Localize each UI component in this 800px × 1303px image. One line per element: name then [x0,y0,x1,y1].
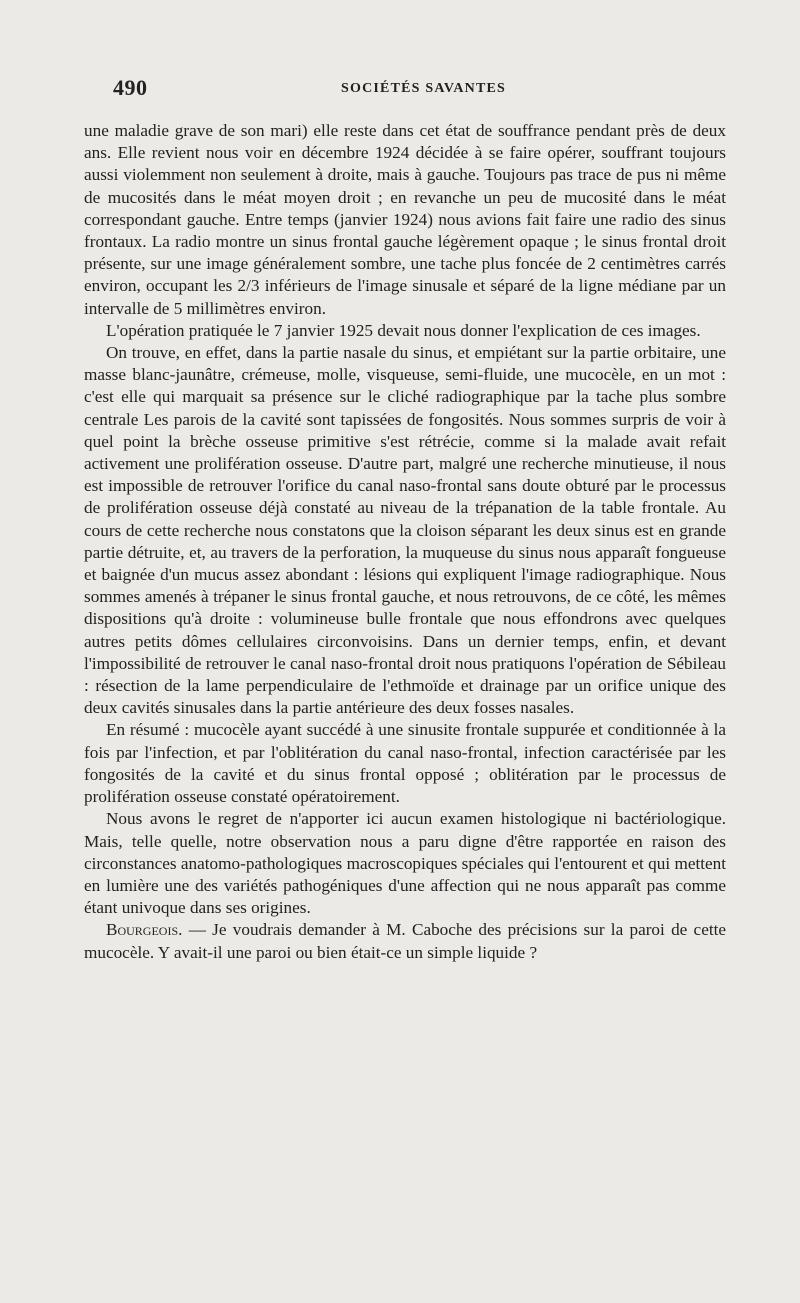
discussion-text: — Je voudrais demander à M. Caboche des précisions sur la paroi de cette mucocèle. Y avait-il une paroi ou bien était-ce un simple liquide ? [84,920,726,962]
running-title: SOCIÉTÉS SAVANTES [341,81,507,96]
page-number: 490 [113,75,148,100]
paragraph-summary: En résumé : mucocèle ayant succédé à une sinusite frontale suppurée et conditionnée à la fois par l'infection, et par l'oblitération du canal naso-frontal, infection caractérisée par les fongosités de la cavité et du sinus frontal opposé ; oblitération par le processus de prolifération osseuse constaté opératoirement. [84,720,726,807]
speaker-name: Bourgeois. [106,920,183,940]
paragraph-regret: Nous avons le regret de n'apporter ici aucun examen histologique ni bactériologique. Mais, telle quelle, notre observation nous a paru digne d'être rapportée en raison des circonstances anatomo-pathologiques macroscopiques spéciales qui l'entourent et qui mettent en lumière une des variétés pathogéniques d'une affection qui ne nous apparaît pas comme étant univoque dans ses origines. [84,809,726,918]
body-text [84,120,726,964]
paragraph-discussion [84,919,726,963]
paragraph-continuation: une maladie grave de son mari) elle reste dans cet état de souffrance pendant près de deux ans. Elle revient nous voir en décembre 1924 décidée à se faire opérer, souffrant toujours aussi violemment non seulement à droite, mais à gauche. Toujours pas trace de pus ni même de mucosités dans le méat moyen droit ; en revanche un peu de mucosité dans le méat correspondant gauche. Entre temps (janvier 1924) nous avions fait faire une radio des sinus frontaux. La radio montre un sinus frontal gauche légèrement opaque ; le sinus frontal droit présente, sur une image généralement sombre, une tache plus foncée de 2 centimètres carrés environ, occupant les 2/3 inférieurs de l'image sinusale et séparé de la ligne médiane par un intervalle de 5 millimètres environ. [84,121,726,318]
paragraph-operation: L'opération pratiquée le 7 janvier 1925 devait nous donner l'explication de ces images. [106,320,701,340]
page-header [113,75,728,101]
paragraph-findings: On trouve, en effet, dans la partie nasale du sinus, et empiétant sur la partie orbitaire, une masse blanc-jaunâtre, crémeuse, molle, visqueuse, semi-fluide, une mucocèle, en un mot : c'est elle qui marquait sa présence sur le cliché radiographique par la tache plus sombre centrale Les parois de la cavité sont tapissées de fongosités. Nous sommes surpris de voir à quel point la brèche osseuse primitive s'est rétrécie, comme si la malade avait refait activement une prolifération osseuse. D'autre part, malgré une recherche minutieuse, il nous est impossible de retrouver l'orifice du canal naso-frontal sans doute obturé par le processus de prolifération osseuse déjà constaté au niveau de la trépanation de la table frontale. Au cours de cette recherche nous constatons que la cloison séparant les deux sinus est en grande partie détruite, et, au travers de la perforation, la muqueuse du sinus nous apparaît fongueuse et baignée d'un mucus assez abondant : lésions qui expliquent l'image radiographique. Nous sommes amenés à trépaner le sinus frontal gauche, et nous retrouvons, de ce côté, les mêmes dispositions qu'à droite : volumineuse bulle frontale que nous effondrons avec quelques autres petits dômes cellulaires circonvoisins. Dans un dernier temps, enfin, et devant l'impossibilité de retrouver le canal naso-frontal droit nous pratiquons l'opération de Sébileau : résection de la lame perpendiculaire de l'ethmoïde et drainage par un orifice unique des deux cavités sinusales dans la partie antérieure des deux fosses nasales. [84,343,726,718]
